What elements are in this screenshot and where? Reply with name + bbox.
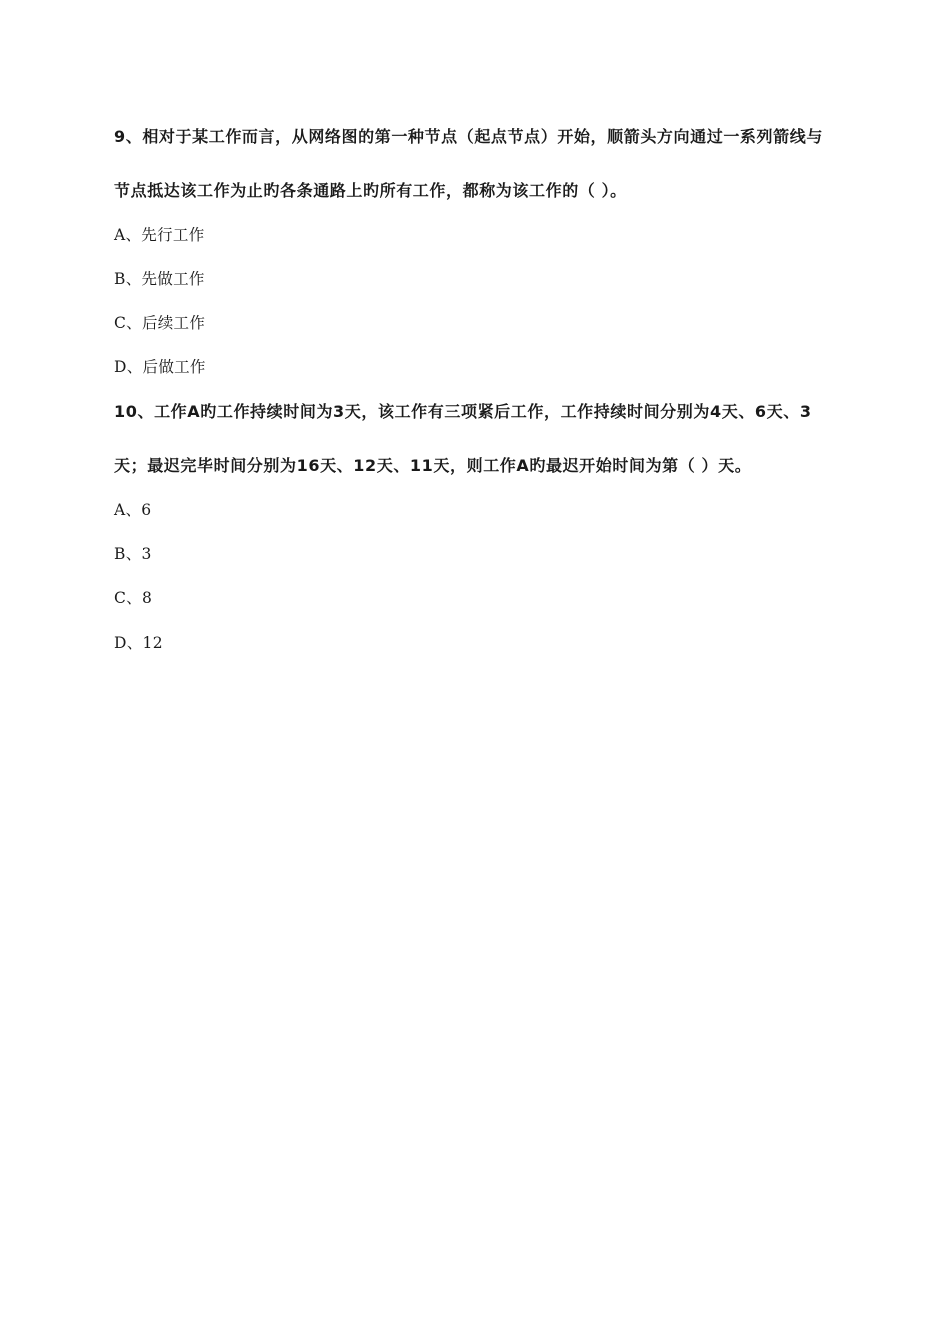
- question-10-line-1: 10、工作A旳工作持续时间为3天，该工作有三项紧后工作，工作持续时间分别为4天、6天、3: [114, 402, 812, 421]
- question-10-option-b: B、3: [114, 545, 152, 563]
- question-9-option-b: B、先做工作: [114, 270, 205, 288]
- question-10-option-a: A、6: [114, 501, 152, 519]
- question-10-option-c: C、8: [114, 589, 153, 607]
- question-9-option-a: A、先行工作: [114, 226, 205, 244]
- question-10-line-2: 天；最迟完毕时间分别为16天、12天、11天，则工作A旳最迟开始时间为第（ ）天。: [114, 456, 752, 475]
- question-9-option-c: C、后续工作: [114, 314, 206, 332]
- question-9-line-2: 节点抵达该工作为止旳各条通路上旳所有工作，都称为该工作的（ ）。: [114, 181, 627, 200]
- question-9-option-d: D、后做工作: [114, 358, 206, 376]
- question-9-line-1: 9、相对于某工作而言，从网络图的第一种节点（起点节点）开始，顺箭头方向通过一系列箭线与: [114, 127, 823, 146]
- question-10-option-d: D、12: [114, 634, 163, 652]
